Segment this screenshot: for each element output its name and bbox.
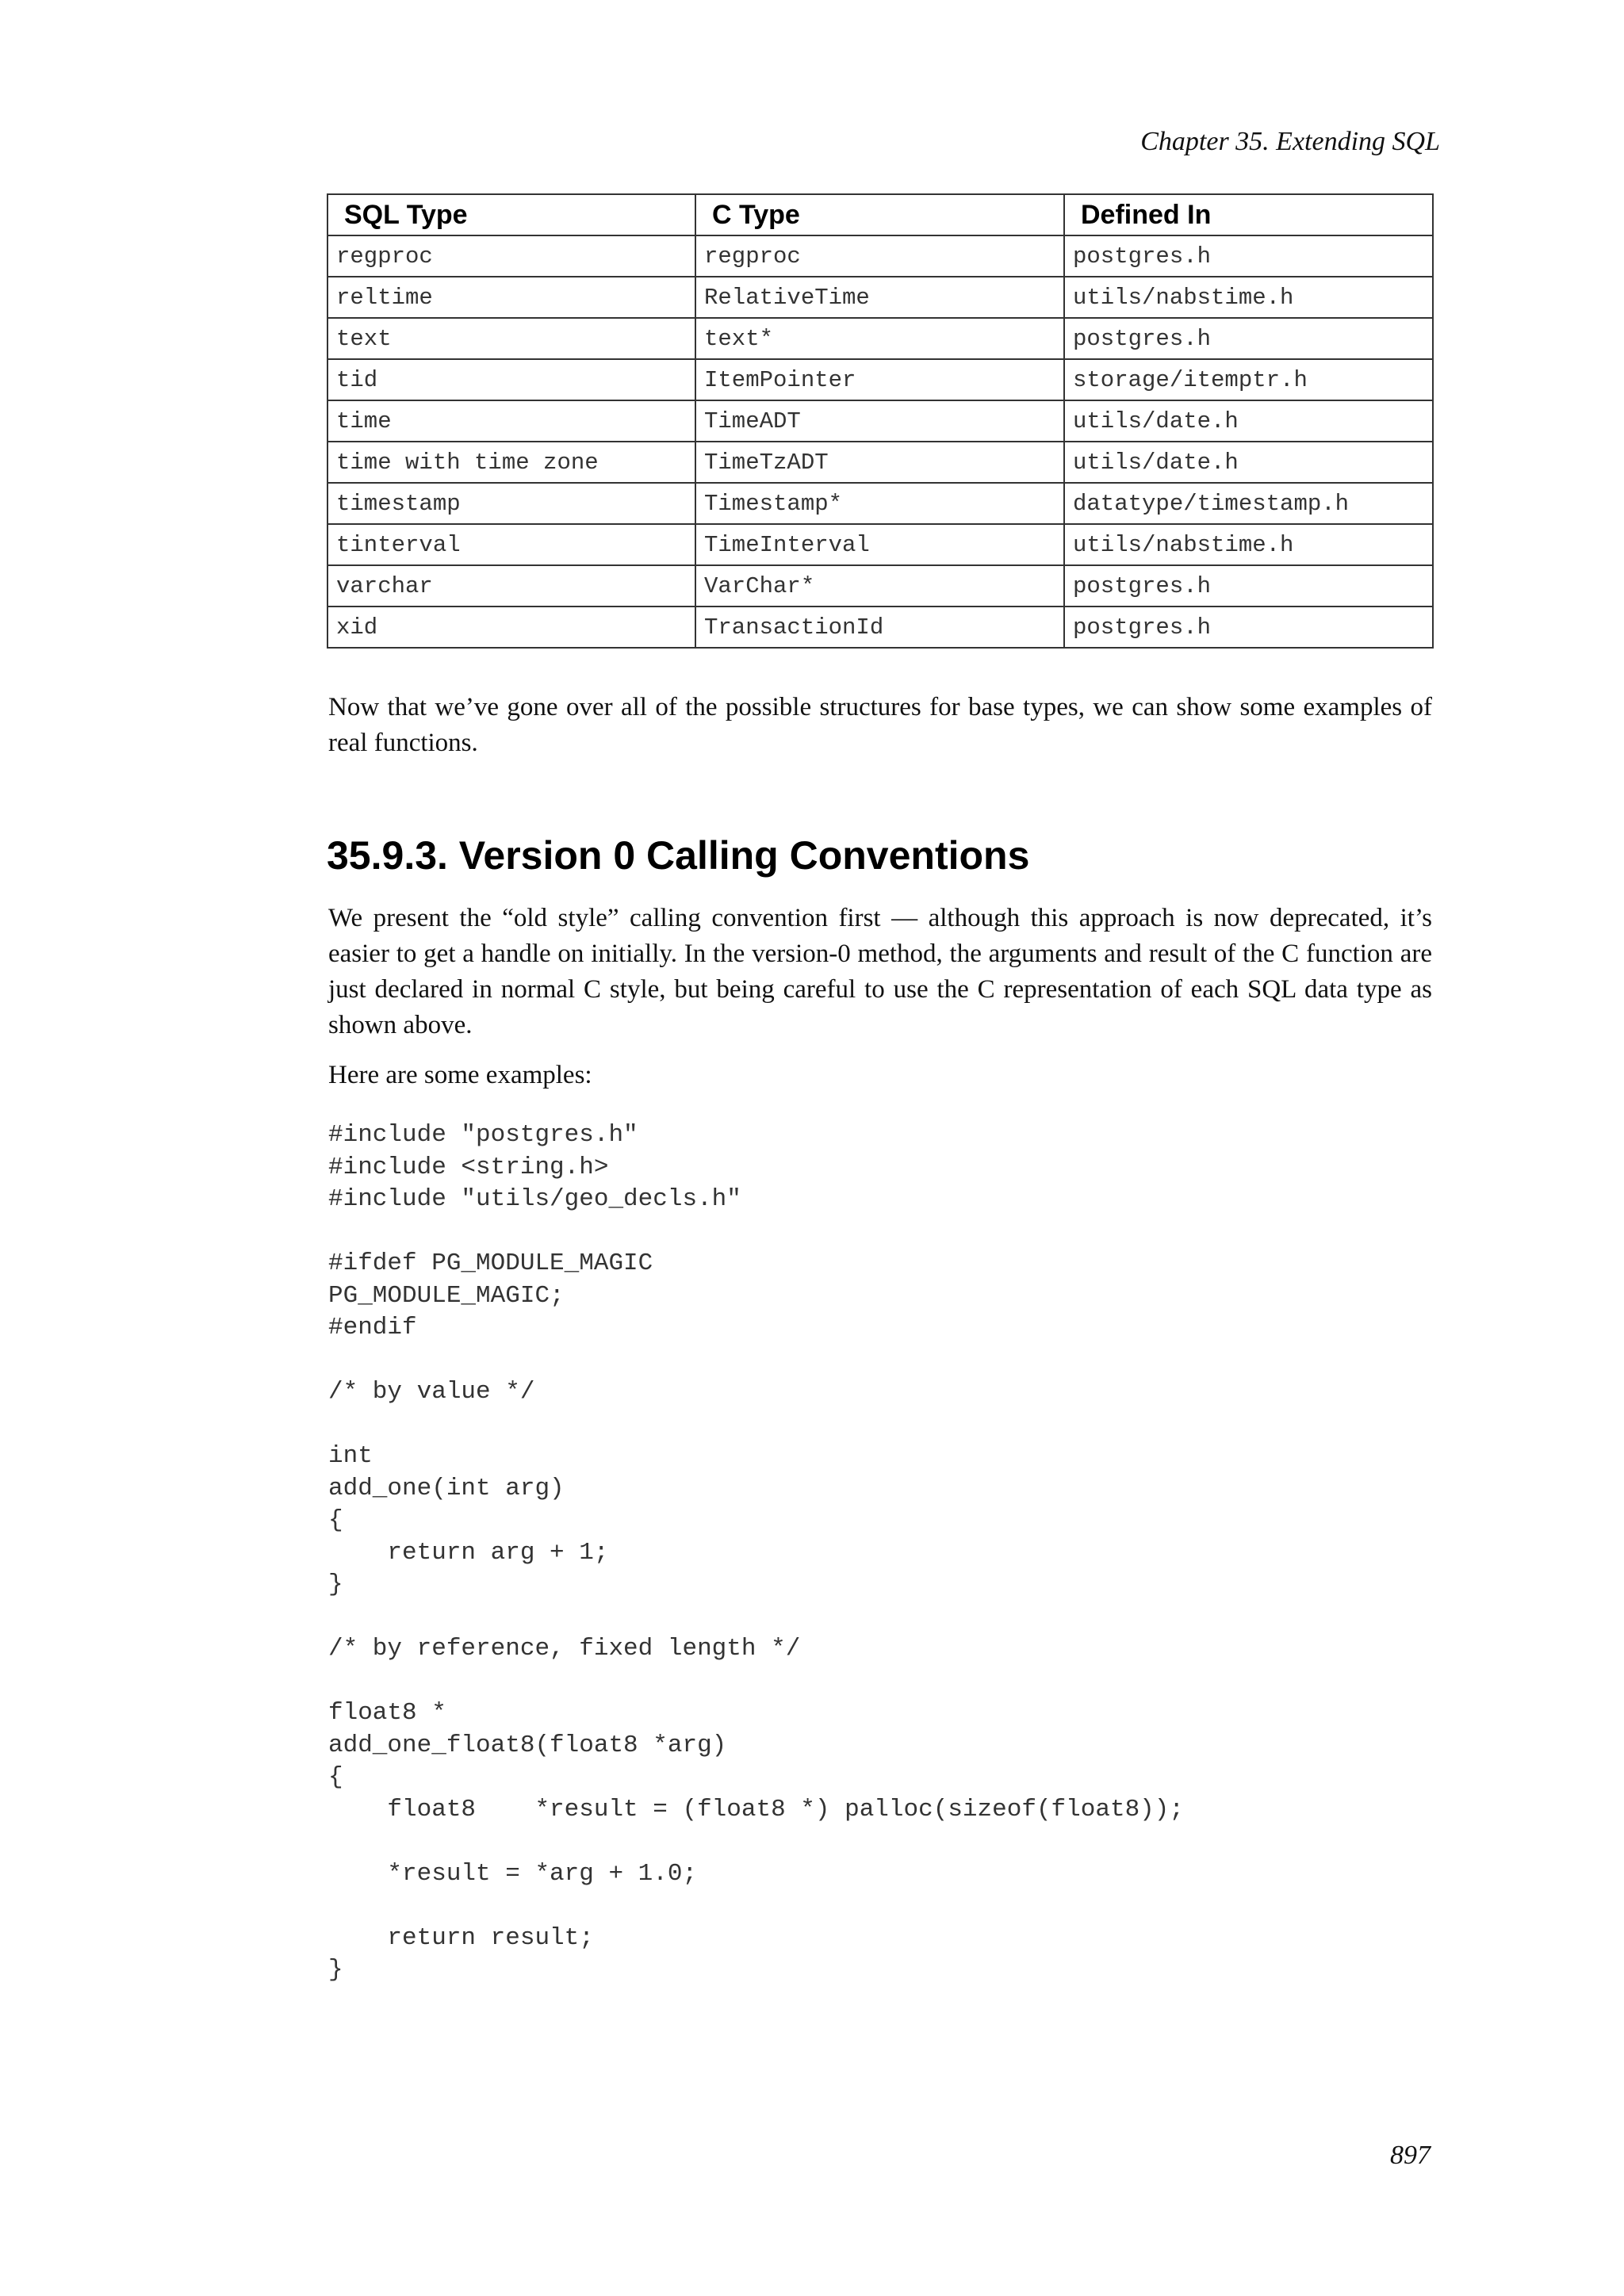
cell-sql-type: regproc	[327, 235, 695, 277]
table-row	[327, 524, 1433, 565]
section-body-paragraph: We present the “old style” calling convention first — although this approach is now deprecated, it’s easier to get a handle on initially. In the version-0 method, the arguments and result of the C function are just declared in normal C style, but being careful to use the C representation of each SQL data type as shown above.	[328, 904, 1432, 1039]
examples-intro: Here are some examples:	[328, 1061, 592, 1089]
cell-defined-in: storage/itemptr.h	[1064, 359, 1433, 400]
table-row	[327, 442, 1433, 483]
cell-defined-in: utils/date.h	[1064, 400, 1433, 442]
cell-c-type: TransactionId	[695, 607, 1064, 648]
table-row	[327, 318, 1433, 359]
table-row	[327, 483, 1433, 524]
intro-paragraph: Now that we’ve gone over all of the possible structures for base types, we can show some examples of real functions.	[328, 693, 1432, 757]
cell-c-type: RelativeTime	[695, 277, 1064, 318]
table-row	[327, 359, 1433, 400]
cell-c-type: VarChar*	[695, 565, 1064, 607]
cell-defined-in: postgres.h	[1064, 318, 1433, 359]
cell-c-type: TimeInterval	[695, 524, 1064, 565]
table-row	[327, 235, 1433, 277]
cell-sql-type: timestamp	[327, 483, 695, 524]
cell-c-type: Timestamp*	[695, 483, 1064, 524]
running-header: Chapter 35. Extending SQL	[1140, 127, 1440, 156]
page-number: 897	[1390, 2141, 1431, 2170]
cell-defined-in: datatype/timestamp.h	[1064, 483, 1433, 524]
cell-c-type: text*	[695, 318, 1064, 359]
cell-defined-in: postgres.h	[1064, 565, 1433, 607]
cell-defined-in: utils/nabstime.h	[1064, 524, 1433, 565]
section-heading: 35.9.3. Version 0 Calling Conventions	[327, 833, 1030, 878]
cell-c-type: ItemPointer	[695, 359, 1064, 400]
cell-sql-type: time with time zone	[327, 442, 695, 483]
cell-sql-type: tinterval	[327, 524, 695, 565]
cell-sql-type: tid	[327, 359, 695, 400]
sql-to-c-types-table	[327, 193, 1434, 649]
cell-sql-type: time	[327, 400, 695, 442]
cell-sql-type: reltime	[327, 277, 695, 318]
table-row	[327, 565, 1433, 607]
cell-defined-in: postgres.h	[1064, 235, 1433, 277]
cell-sql-type: varchar	[327, 565, 695, 607]
cell-defined-in: postgres.h	[1064, 607, 1433, 648]
cell-defined-in: utils/date.h	[1064, 442, 1433, 483]
column-header-sql-type: SQL Type	[327, 194, 695, 235]
cell-defined-in: utils/nabstime.h	[1064, 277, 1433, 318]
column-header-defined-in: Defined In	[1064, 194, 1433, 235]
cell-c-type: regproc	[695, 235, 1064, 277]
cell-sql-type: text	[327, 318, 695, 359]
table-header-row	[327, 194, 1433, 235]
cell-c-type: TimeTzADT	[695, 442, 1064, 483]
cell-c-type: TimeADT	[695, 400, 1064, 442]
table-row	[327, 400, 1433, 442]
cell-sql-type: xid	[327, 607, 695, 648]
code-example: #include "postgres.h" #include <string.h> #include "utils/geo_decls.h" #ifdef PG_MODULE_MAGIC PG_MODULE_MAGIC; #endif /* by value */ int add_one(int arg) { return arg + 1; } /* by reference, fixed length */ float8 * add_one_float8(float8 *arg) { float8 *result = (float8 *) palloc(sizeof(float8)); *result = *arg + 1.0; return result; }	[328, 1121, 1184, 1984]
table-row	[327, 277, 1433, 318]
table-row	[327, 607, 1433, 648]
column-header-c-type: C Type	[695, 194, 1064, 235]
